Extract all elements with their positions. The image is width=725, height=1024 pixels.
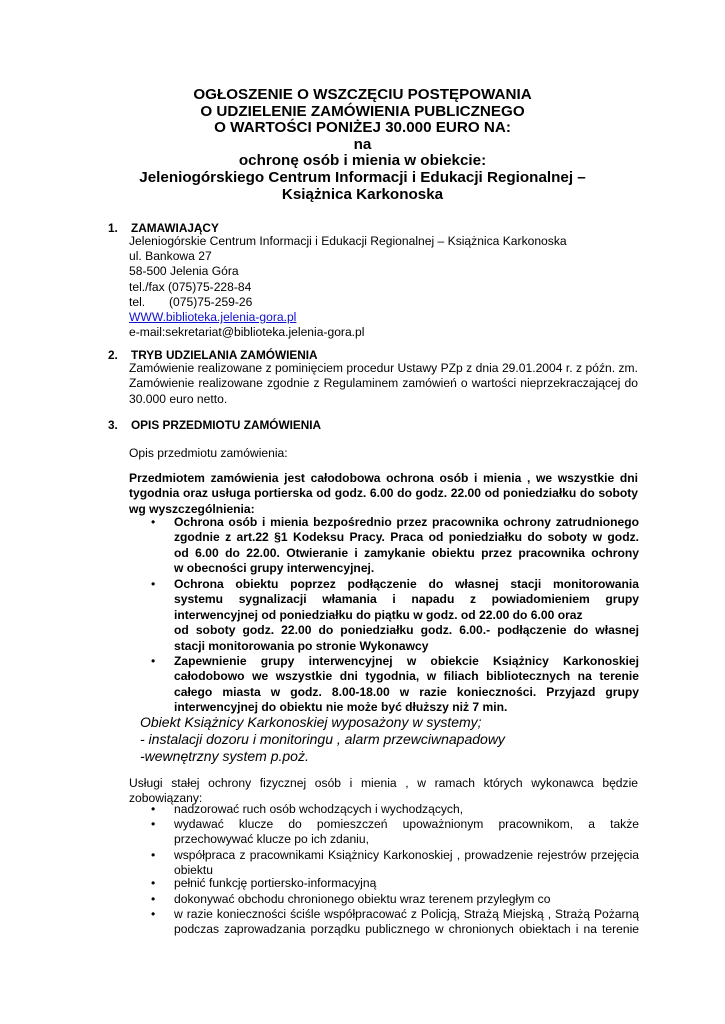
email-address: e-mail:sekretariat@biblioteka.jelenia-gora.pl — [129, 325, 365, 339]
duty-item: nadzorować ruch osób wchodzących i wychodzących, — [174, 802, 464, 816]
services-intro: Usługi stałej ochrony fizycznej osób i mienia , w ramach których wykonawca będzie zobowiązany: — [129, 776, 638, 806]
procedure-text: Zamówienie realizowane z pominięciem procedur Ustawy PZp z dnia 29.01.2004 r. z późn. zm. Zamówienie realizowane zgodnie z Regulaminem zamówień o wartości nieprzekraczającej do 30.000 euro netto. — [129, 361, 638, 406]
title-line: ochronę osób i mienia w obiekcie: — [238, 152, 487, 170]
bullet-icon: • — [151, 892, 156, 906]
duty-item: dokonywać obchodu chronionego obiektu wraz terenem przyległym co — [174, 892, 551, 906]
bullet-icon: • — [151, 577, 156, 591]
bullet-item: Ochrona obiektu poprzez podłączenie do własnej stacji monitorowania systemu sygnalizacji włamania i napadu z powiadomieniem grupy interwencyjnej od poniedziałku do piątku w godz. od 22.00 do 6.00 oraz od soboty godz. 22.00 do poniedziałku godz. 6.00.- podłączenie do własnej stacji monitorowania po stronie Wykonawcy — [174, 577, 639, 653]
title-line: Książnica Karkonoska — [281, 185, 444, 203]
description-intro: Opis przedmiotu zamówienia: — [129, 446, 288, 460]
duty-item: w razie konieczności ściśle współpracować z Policją, Strażą Miejską , Strażą Pożarną podczas zaprowadzania porządku publicznego w chronionych obiektach i na terenie — [174, 907, 639, 937]
section-heading: TRYB UDZIELANIA ZAMÓWIENIA — [131, 348, 318, 362]
bullet-icon: • — [151, 876, 156, 890]
bullet-item: Zapewnienie grupy interwencyjnej w obiekcie Książnicy Karkonoskiej całodobowo we wszystkie dni tygodnia, w filiach bibliotecznych na terenie całego miasta w godz. 8.00-18.00 w razie konieczności. Przyjazd grupy interwencyjnej do obiektu nie może być dłuższy niż 7 min. — [174, 654, 639, 715]
website-link[interactable]: WWW.biblioteka.jelenia-gora.pl — [129, 310, 297, 324]
title-line: na — [353, 135, 372, 153]
document-title — [0, 87, 725, 203]
section-number: 3. — [108, 418, 118, 432]
bullet-icon: • — [151, 817, 156, 831]
address-city: 58-500 Jelenia Góra — [129, 264, 239, 278]
phone-fax: tel./fax (075)75-228-84 — [129, 280, 252, 294]
section-heading: OPIS PRZEDMIOTU ZAMÓWIENIA — [131, 418, 322, 432]
duty-item: pełnić funkcję portiersko-informacyjną — [174, 876, 377, 890]
systems-item: - instalacji dozoru i monitoringu , alarm przewciwnapadowy — [140, 731, 505, 747]
contracting-authority-name: Jeleniogórskie Centrum Informacji i Edukacji Regionalnej – Książnica Karkonoska — [129, 234, 567, 248]
section-heading: ZAMAWIAJĄCY — [131, 221, 219, 235]
section-number: 1. — [108, 221, 118, 235]
bullet-item: Ochrona osób i mienia bezpośrednio przez pracownika ochrony zatrudnionego zgodnie z art.22 §1 Kodeksu Pracy. Praca od poniedziałku do soboty w godz. od 6.00 do 22.00. Otwieranie i zamykanie obiektu przez pracownika ochrony w obecności grupy interwencyjnej. — [174, 515, 639, 576]
duty-item: wydawać klucze do pomieszczeń upoważnionym pracownikom, a także przechowywać klucze po ich zdaniu, — [174, 817, 639, 847]
title-line: OGŁOSZENIE O WSZCZĘCIU POSTĘPOWANIA — [193, 86, 532, 103]
bullet-icon: • — [151, 515, 156, 529]
systems-heading: Obiekt Książnicy Karkonoskiej wyposażony w systemy; — [140, 714, 482, 730]
address-street: ul. Bankowa 27 — [129, 249, 212, 263]
phone-value: (075)75-259-26 — [169, 295, 253, 309]
duty-item: współpraca z pracownikami Książnicy Karkonoskiej , prowadzenie rejestrów przejęcia obiektu — [174, 848, 639, 878]
systems-item: -wewnętrzny system p.poż. — [140, 748, 309, 764]
phone-label: tel. — [129, 295, 146, 309]
bullet-icon: • — [151, 907, 156, 921]
title-line: O WARTOŚCI PONIŻEJ 30.000 EURO NA: — [214, 119, 511, 137]
title-line: Jeleniogórskiego Centrum Informacji i Edukacji Regionalnej – — [139, 168, 586, 186]
bullet-icon: • — [151, 802, 156, 816]
subject-of-contract: Przedmiotem zamówienia jest całodobowa ochrona osób i mienia , we wszystkie dni tygodnia oraz usługa portierska od godz. 6.00 do godz. 22.00 od poniedziałku do soboty wg wyszczególnienia: — [129, 471, 638, 516]
bullet-icon: • — [151, 848, 156, 862]
bullet-icon: • — [151, 654, 156, 668]
title-line: O UDZIELENIE ZAMÓWIENIA PUBLICZNEGO — [200, 102, 525, 120]
section-number: 2. — [108, 348, 118, 362]
